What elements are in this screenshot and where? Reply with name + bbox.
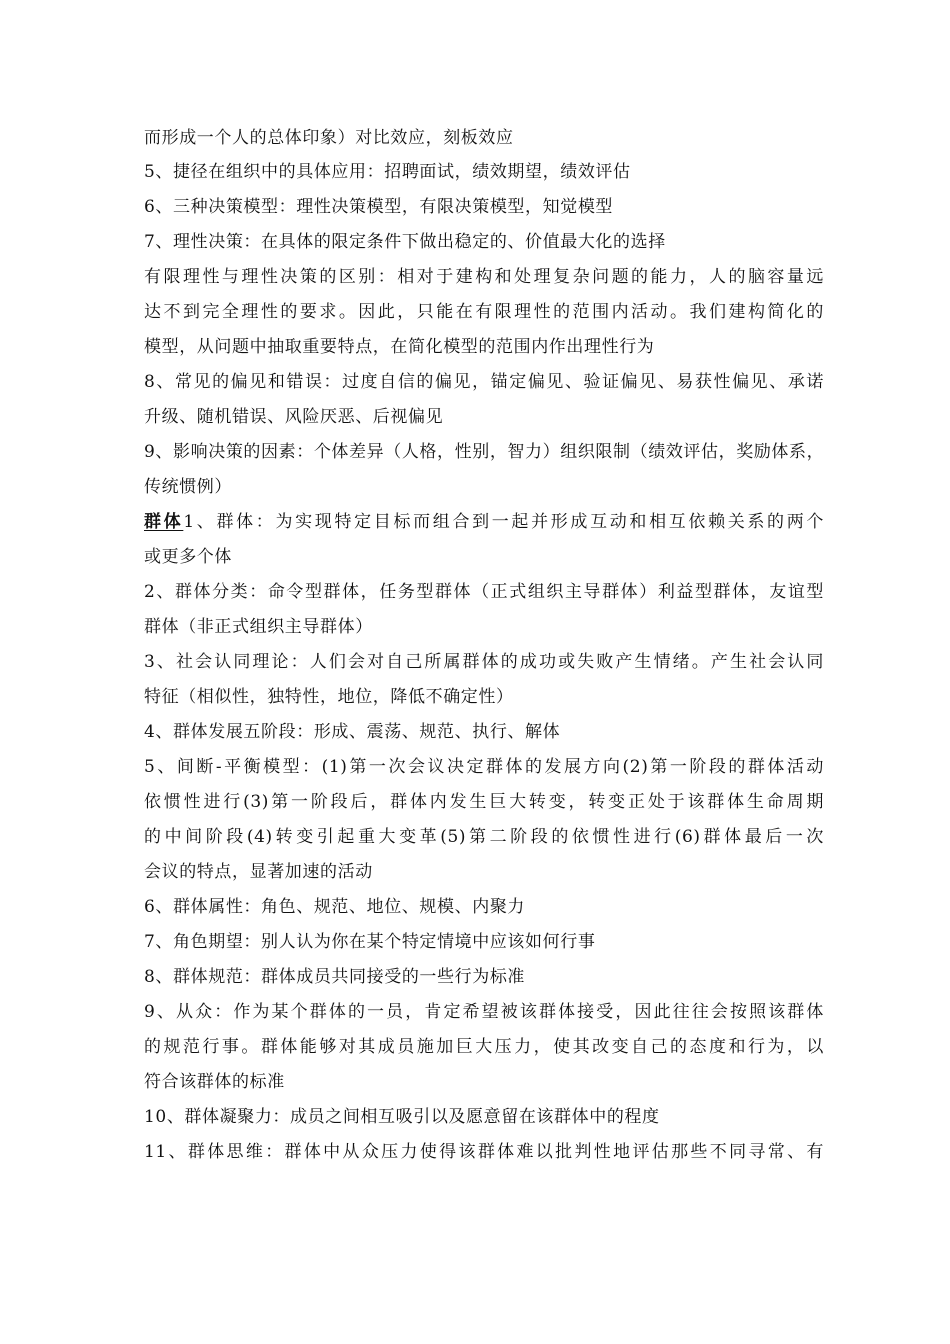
text-line: 7、理性决策：在具体的限定条件下做出稳定的、价值最大化的选择 (144, 232, 666, 252)
text-line: 3、社会认同理论：人们会对自己所属群体的成功或失败产生情绪。产生社会认同 (144, 652, 824, 672)
text-line: 会议的特点，显著加速的活动 (144, 862, 373, 882)
text-line: 的规范行事。群体能够对其成员施加巨大压力，使其改变自己的态度和行为，以 (144, 1037, 824, 1057)
text-line: 的中间阶段(4)转变引起重大变革(5)第二阶段的依惯性进行(6)群体最后一次 (144, 827, 824, 847)
text-line: 2、群体分类：命令型群体，任务型群体（正式组织主导群体）利益型群体，友谊型 (144, 582, 824, 602)
text-line: 6、群体属性：角色、规范、地位、规模、内聚力 (144, 897, 526, 917)
text-line: 有限理性与理性决策的区别：相对于建构和处理复杂问题的能力，人的脑容量远 (144, 267, 824, 287)
text-line: 达不到完全理性的要求。因此，只能在有限理性的范围内活动。我们建构简化的 (144, 302, 824, 322)
text-line: 10、群体凝聚力：成员之间相互吸引以及愿意留在该群体中的程度 (144, 1107, 660, 1127)
text-line: 依惯性进行(3)第一阶段后，群体内发生巨大转变，转变正处于该群体生命周期 (144, 792, 824, 812)
text-line: 8、常见的偏见和错误：过度自信的偏见，锚定偏见、验证偏见、易获性偏见、承诺 (144, 372, 824, 392)
text-line: 4、群体发展五阶段：形成、震荡、规范、执行、解体 (144, 722, 561, 742)
text-line: 9、从众：作为某个群体的一员，肯定希望被该群体接受，因此往往会按照该群体 (144, 1002, 824, 1022)
text-line: 6、三种决策模型：理性决策模型，有限决策模型，知觉模型 (144, 197, 614, 217)
text-line (144, 511, 824, 533)
text-line: 模型，从问题中抽取重要特点，在简化模型的范围内作出理性行为 (144, 337, 655, 357)
text-line: 5、间断-平衡模型：(1)第一次会议决定群体的发展方向(2)第一阶段的群体活动 (144, 757, 824, 777)
text-line-body: 1、群体：为实现特定目标而组合到一起并形成互动和相互依赖关系的两个 (183, 512, 824, 532)
text-line: 11、群体思维：群体中从众压力使得该群体难以批判性地评估那些不同寻常、有 (144, 1142, 824, 1162)
text-line: 9、影响决策的因素：个体差异（人格，性别，智力）组织限制（绩效评估，奖励体系， (144, 442, 825, 462)
text-line: 群体（非正式组织主导群体） (144, 617, 373, 637)
text-line: 符合该群体的标准 (144, 1072, 285, 1092)
text-line: 特征（相似性，独特性，地位，降低不确定性） (144, 687, 514, 707)
text-line: 或更多个体 (144, 547, 232, 567)
text-line: 7、角色期望：别人认为你在某个特定情境中应该如何行事 (144, 932, 596, 952)
text-line: 升级、随机错误、风险厌恶、后视偏见 (144, 407, 444, 427)
text-line: 传统惯例） (144, 477, 232, 497)
section-heading: 群体 (144, 512, 184, 532)
text-line: 8、群体规范：群体成员共同接受的一些行为标准 (144, 967, 526, 987)
text-line: 5、捷径在组织中的具体应用：招聘面试，绩效期望，绩效评估 (144, 162, 631, 182)
text-line: 而形成一个人的总体印象）对比效应，刻板效应 (144, 128, 514, 148)
